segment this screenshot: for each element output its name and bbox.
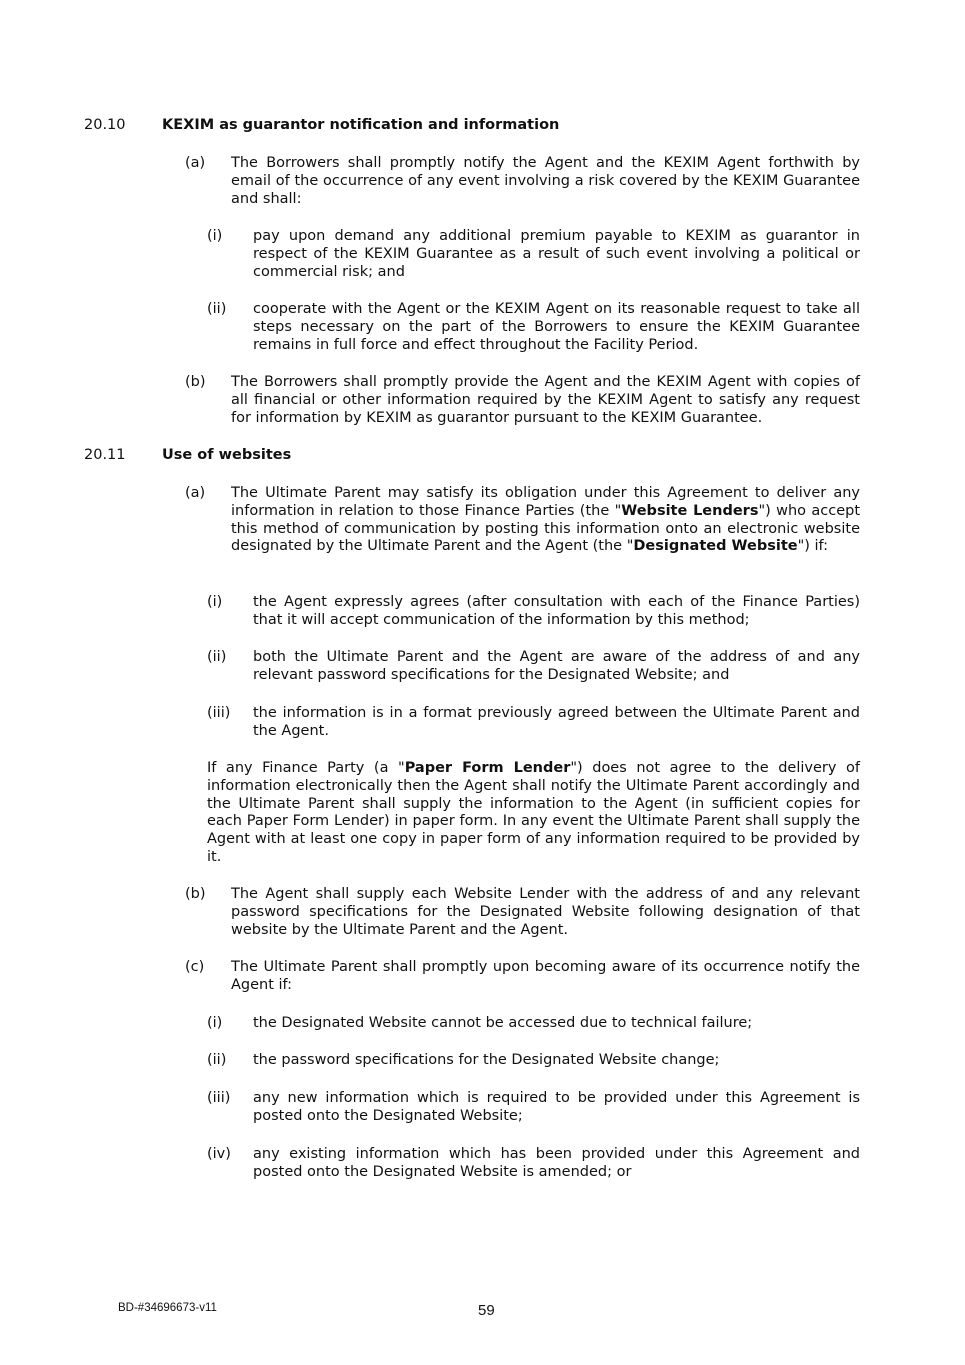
- text-run: ") if:: [797, 538, 829, 555]
- clause-label-20-11-c-iii: (iii): [207, 1090, 231, 1106]
- defined-term-paper-form-lender: Paper Form Lender: [404, 760, 571, 776]
- clause-text-20-11-a-iii: the information is in a format previously agreed between the Ultimate Parent and the Agent.: [253, 705, 860, 739]
- clause-text-20-11-c-ii: the password specifications for the Designated Website change;: [253, 1052, 720, 1068]
- clause-text-20-10-b: The Borrowers shall promptly provide the Agent and the KEXIM Agent with copies of all financial or other information required by the KEXIM Agent to satisfy any request for information by KEXIM as guarantor pursuant to the KEXIM Guarantee.: [231, 374, 860, 426]
- clause-text-20-11-b: The Agent shall supply each Website Lender with the address of and any relevant password specifications for the Designated Website following designation of that website by the Ultimate Parent and the Agent.: [231, 886, 860, 938]
- clause-text-20-11-a-ii: both the Ultimate Parent and the Agent are aware of the address of and any relevant password specifications for the Designated Website; and: [253, 649, 860, 683]
- clause-label-20-11-a-iii: (iii): [207, 705, 231, 721]
- clause-label-20-11-a: (a): [185, 485, 206, 501]
- clause-text-20-10-a-i: pay upon demand any additional premium payable to KEXIM as guarantor in respect of the KEXIM Guarantee as a result of such event involving a political or commercial risk; and: [253, 228, 860, 280]
- section-title-20-11: Use of websites: [162, 447, 292, 463]
- clause-label-20-11-a-i: (i): [207, 594, 223, 610]
- defined-term-website-lenders: Website Lenders: [621, 502, 759, 519]
- section-number-20-10: 20.10: [84, 117, 126, 133]
- section-number-20-11: 20.11: [84, 447, 126, 463]
- clause-label-20-10-a-ii: (ii): [207, 301, 227, 317]
- clause-text-20-11-a: [231, 485, 860, 556]
- clause-label-20-11-b: (b): [185, 886, 206, 902]
- clause-text-20-11-c-iv: any existing information which has been provided under this Agreement and posted onto the Designated Website is amended; or: [253, 1146, 860, 1180]
- clause-label-20-11-c: (c): [185, 959, 205, 975]
- defined-term-designated-website: Designated Website: [633, 538, 798, 555]
- clause-tail-20-11-a: [207, 760, 860, 867]
- footer-page-number: 59: [478, 1302, 495, 1319]
- clause-text-20-11-c-iii: any new information which is required to be provided under this Agreement is posted onto the Designated Website;: [253, 1090, 860, 1124]
- clause-label-20-10-a: (a): [185, 155, 206, 171]
- clause-label-20-10-a-i: (i): [207, 228, 223, 244]
- text-run: The Ultimate Parent may satisfy its obligation under this Agreement to deliver any information in relation to those Finance Parties (the ": [231, 485, 860, 519]
- clause-text-20-10-a-ii: cooperate with the Agent or the KEXIM Agent on its reasonable request to take all steps necessary on the part of the Borrowers to ensure the KEXIM Guarantee remains in full force and effect throughout the Facility Period.: [253, 301, 860, 353]
- clause-label-20-11-c-ii: (ii): [207, 1052, 227, 1068]
- text-run: ") does not agree to the delivery of information electronically then the Agent shall notify the Ultimate Parent accordingly and the Ultimate Parent shall supply the information to the Agent (in sufficient copies for each Paper Form Lender) in paper form. In any event the Ultimate Parent shall supply the Agent with at least one copy in paper form of any information required to be provided by it.: [207, 760, 860, 865]
- clause-text-20-11-a-i: the Agent expressly agrees (after consultation with each of the Finance Parties) that it will accept communication of the information by this method;: [253, 594, 860, 628]
- clause-label-20-10-b: (b): [185, 374, 206, 390]
- footer-document-reference: BD-#34696673-v11: [118, 1302, 217, 1314]
- clause-text-20-10-a: The Borrowers shall promptly notify the Agent and the KEXIM Agent forthwith by email of the occurrence of any event involving a risk covered by the KEXIM Guarantee and shall:: [231, 155, 860, 207]
- clause-text-20-11-c-i: the Designated Website cannot be accessed due to technical failure;: [253, 1015, 753, 1031]
- text-run: ") who accept this method of communication by posting this information onto an electronic website designated by the Ultimate Parent and the Agent (the ": [231, 502, 861, 555]
- section-title-20-10: KEXIM as guarantor notification and information: [162, 117, 560, 133]
- clause-label-20-11-c-i: (i): [207, 1015, 223, 1031]
- clause-label-20-11-c-iv: (iv): [207, 1146, 231, 1162]
- clause-label-20-11-a-ii: (ii): [207, 649, 227, 665]
- clause-text-20-11-c: The Ultimate Parent shall promptly upon becoming aware of its occurrence notify the Agent if:: [231, 959, 860, 993]
- text-run: If any Finance Party (a ": [207, 760, 405, 776]
